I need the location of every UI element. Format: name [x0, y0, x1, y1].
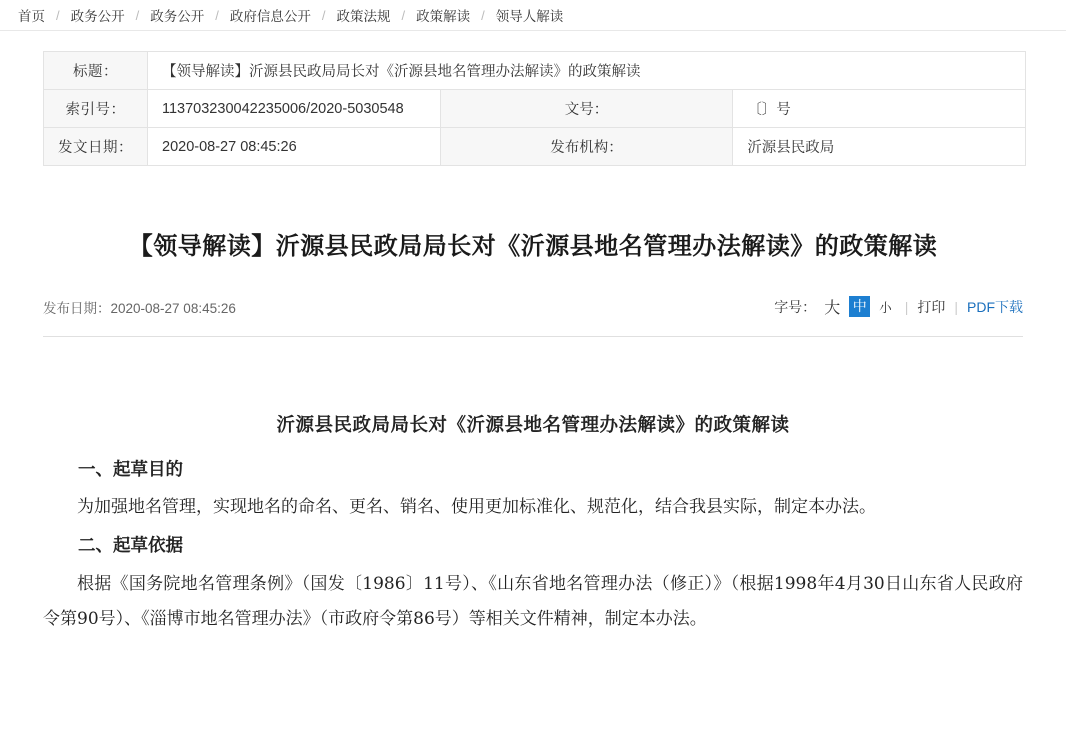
info-value-docnumber: 〔〕号 [733, 90, 1026, 128]
document-meta-bar [43, 290, 1023, 337]
breadcrumb-separator: / [135, 7, 140, 23]
info-value-date: 2020-08-27 08:45:26 [148, 128, 441, 166]
info-value-title: 【领导解读】沂源县民政局局长对《沂源县地名管理办法解读》的政策解读 [148, 52, 1026, 90]
breadcrumb-separator: / [481, 7, 485, 23]
breadcrumb-item-2[interactable]: 政务公开 [150, 9, 205, 24]
font-size-medium-button[interactable]: 中 [849, 296, 870, 317]
font-size-small-button[interactable]: 小 [879, 300, 892, 315]
page-title: 【领导解读】沂源县民政局局长对《沂源县地名管理办法解读》的政策解读 [128, 233, 938, 260]
document-info-table [43, 51, 1026, 166]
table-row [44, 128, 1026, 166]
toolbar-divider: | [904, 298, 909, 315]
print-button[interactable]: 打印 [917, 298, 946, 315]
info-label-docnumber: 文号： [440, 90, 733, 128]
breadcrumb-item-3[interactable]: 政府信息公开 [229, 9, 311, 24]
article-heading-1: 一、起草目的 [78, 459, 183, 480]
breadcrumb-separator: / [56, 7, 60, 23]
article-paragraph-1: 为加强地名管理，实现地名的命名、更名、销名、使用更加标准化、规范化，结合我县实际，制定本办法。 [77, 497, 876, 518]
breadcrumb-item-5[interactable]: 政策解读 [416, 9, 471, 24]
article-body [43, 407, 1023, 637]
breadcrumb-item-home[interactable]: 首页 [18, 9, 45, 24]
document-toolbar [774, 295, 1023, 318]
breadcrumb-separator: / [321, 7, 326, 23]
breadcrumb-separator: / [215, 7, 219, 23]
toolbar-divider: | [954, 298, 958, 315]
breadcrumb-item-4[interactable]: 政策法规 [336, 9, 391, 24]
article-heading-2: 二、起草依据 [78, 536, 183, 557]
article-subtitle: 沂源县民政局局长对《沂源县地名管理办法解读》的政策解读 [276, 414, 790, 436]
font-size-label: 字号： [774, 298, 817, 315]
publish-date: 发布日期：2020-08-27 08:45:26 [43, 300, 236, 316]
info-label-date: 发文日期： [44, 128, 148, 166]
breadcrumb [0, 0, 1066, 31]
breadcrumb-separator: / [401, 7, 406, 23]
info-value-index: 113703230042235006/2020-5030548 [148, 90, 441, 128]
info-label-index: 索引号： [44, 90, 148, 128]
font-size-large-button[interactable]: 大 [824, 300, 841, 318]
info-value-agency: 沂源县民政局 [733, 128, 1026, 166]
breadcrumb-item-6[interactable]: 领导人解读 [495, 9, 564, 24]
info-label-agency: 发布机构： [440, 128, 733, 166]
info-label-title: 标题： [44, 52, 148, 90]
table-row [44, 90, 1026, 128]
breadcrumb-item-1[interactable]: 政务公开 [70, 9, 125, 24]
page-content [0, 51, 1066, 637]
table-row [44, 52, 1026, 90]
pdf-download-link[interactable]: PDF下载 [967, 298, 1023, 315]
article-paragraph-2: 根据《国务院地名管理条例》（国发〔1986〕11号）、《山东省地名管理办法（修正）》（根据1998年4月30日山东省人民政府令第90号）、《淄博市地名管理办法》（市政府令第86号）等相关文件精神，制定本办法。 [43, 574, 1023, 629]
